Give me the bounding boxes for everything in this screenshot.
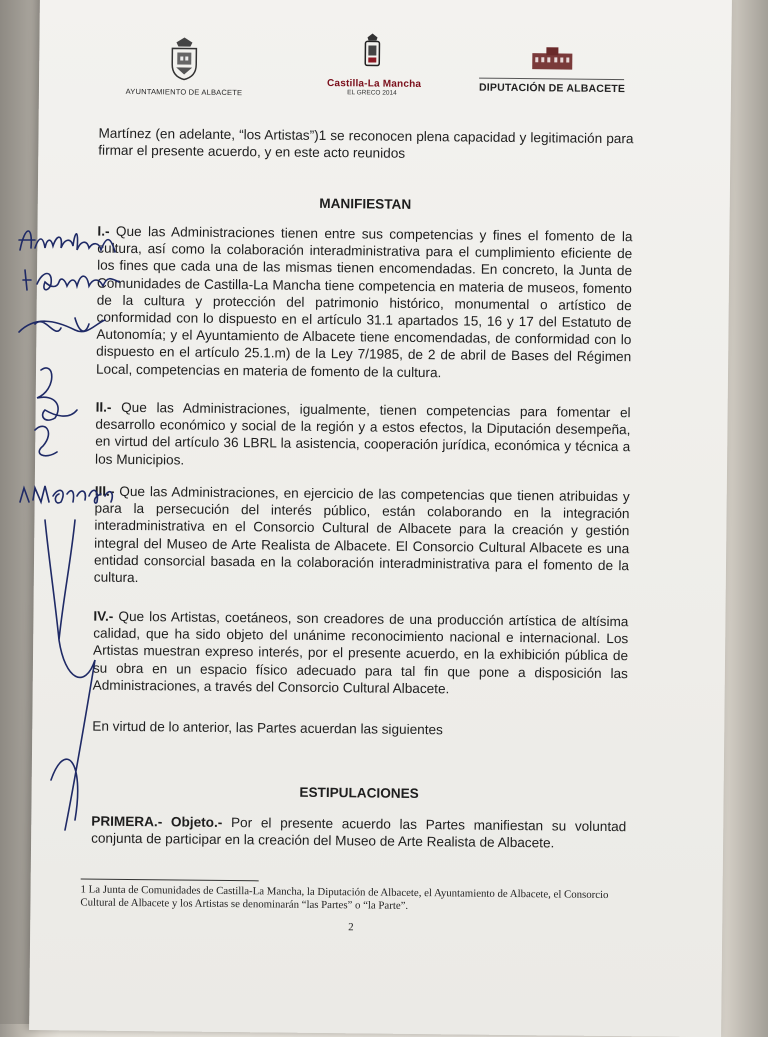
paragraph-number: IV.- — [93, 608, 114, 624]
signature-fourth — [35, 368, 77, 456]
paragraph-text: Que las Administraciones tienen entre sus competencias y fines el fomento de la cultura, así como la colaboración interadministrativa para el cumplimiento eficiente de los fines que cada una de las mismas tienen encomendadas. En concreto, la Junta de Comunidades de Castilla-La Mancha tiene competencia en materia de museos, fomento de la cultura y protección del patrimonio histórico, monumental o artístico de conformidad con lo dispuesto en el artículo 31.1 apartados 15, 16 y 17 del Estatuto de Autonomía; y el Ayuntamiento de Albacete tiene encomendadas, de conformidad con lo dispuesto en el artículo 25.1.m) de la Ley 7/1985, de 2 de abril de Bases del Régimen Local, competencias en materia de fomento de la cultura. — [95, 223, 633, 380]
clm-logo — [326, 33, 422, 97]
paragraph-text: Que los Artistas, coetáneos, son creadores de una producción artística de altísima calidad, que ha sido objeto del unánime reconocimiento nacional e internacional. Los Artistas muestran expreso interés, por el presente acuerdo, en la exhibición pública de su obra en un espacio físico adecuado para tal fin que pone a disposición las Administraciones, a través del Consorcio Cultural Albacete. — [92, 608, 629, 697]
primera-clause — [91, 813, 626, 853]
paragraph-text: Que las Administraciones, igualmente, tienen competencias para fomentar el desarrollo económico y social de la región y a estos efectos, la Diputación desempeña, en virtud del artículo 36 LBRL la asistencia, cooperación jurídica, económica y técnica a los Municipios. — [95, 399, 631, 468]
letterhead — [39, 30, 732, 107]
page-number: 2 — [348, 921, 354, 934]
paragraph-iv — [93, 608, 629, 700]
clause-text: Por el presente acuerdo las Partes manifiestan su voluntad conjunta de participar en la creación del Museo de Arte Realista de Albacete. — [91, 814, 627, 851]
diputacion-logo — [479, 45, 625, 96]
clm-label: Castilla-La Mancha — [326, 78, 422, 90]
signature-antonio-lopez — [19, 231, 115, 252]
paragraph-iii — [94, 483, 630, 592]
ayuntamiento-label: AYUNTAMIENTO DE ALBACETE — [125, 86, 243, 98]
manifiestan-heading: MANIFIESTAN — [319, 195, 412, 212]
clm-subtitle: EL GRECO 2014 — [347, 89, 397, 97]
footnote: 1 La Junta de Comunidades de Castilla-La Mancha, la Diputación de Albacete, el Ayuntamiento de Albacete, el Consorcio Cultural de Albacete y los Artistas se denominarán “las Partes” o “la Parte”. — [80, 883, 609, 912]
estipulaciones-heading: ESTIPULACIONES — [299, 784, 419, 802]
paragraph-i — [96, 223, 633, 383]
signature-moreno — [20, 486, 112, 503]
signature-long-stroke — [45, 520, 95, 830]
signature-quintanilla — [23, 270, 119, 290]
conclusion-paragraph: En virtud de lo anterior, las Partes acuerdan las siguientes — [92, 718, 443, 738]
diputacion-label: DIPUTACIÓN DE ALBACETE — [479, 78, 624, 96]
paragraph-text: Que las Administraciones, en ejercicio de las competencias que tienen atribuidas y para la persecución del interés público, están colaborando en la integración interadministrativa en el Consorcio Cultural de Albacete para la creación y gestión integral del Museo de Arte Realista de Albacete. El Consorcio Cultural Albacete es una entidad consorcial basada en la colaboración interadministrativa para el fomento de la cultura. — [93, 483, 630, 586]
paragraph-number: I.- — [97, 223, 110, 239]
margin-signatures — [15, 220, 125, 840]
ayuntamiento-logo — [124, 36, 245, 97]
paragraph-ii — [95, 399, 631, 473]
signature-third — [19, 318, 105, 332]
paragraph-number: II.- — [95, 399, 112, 415]
diputacion-building-icon — [530, 45, 574, 71]
intro-paragraph: Martínez (en adelante, “los Artistas”)1 se reconocen plena capacidad y legitimación para firmar el presente acuerdo, y en este acto reunidos — [98, 125, 634, 162]
clm-crest-icon — [359, 33, 385, 71]
ayuntamiento-crest-icon — [164, 36, 204, 80]
footnote-divider — [81, 878, 259, 881]
document-page — [29, 0, 732, 1037]
clause-label: PRIMERA.- Objeto.- — [91, 813, 223, 830]
paragraph-number: III.- — [94, 483, 115, 499]
